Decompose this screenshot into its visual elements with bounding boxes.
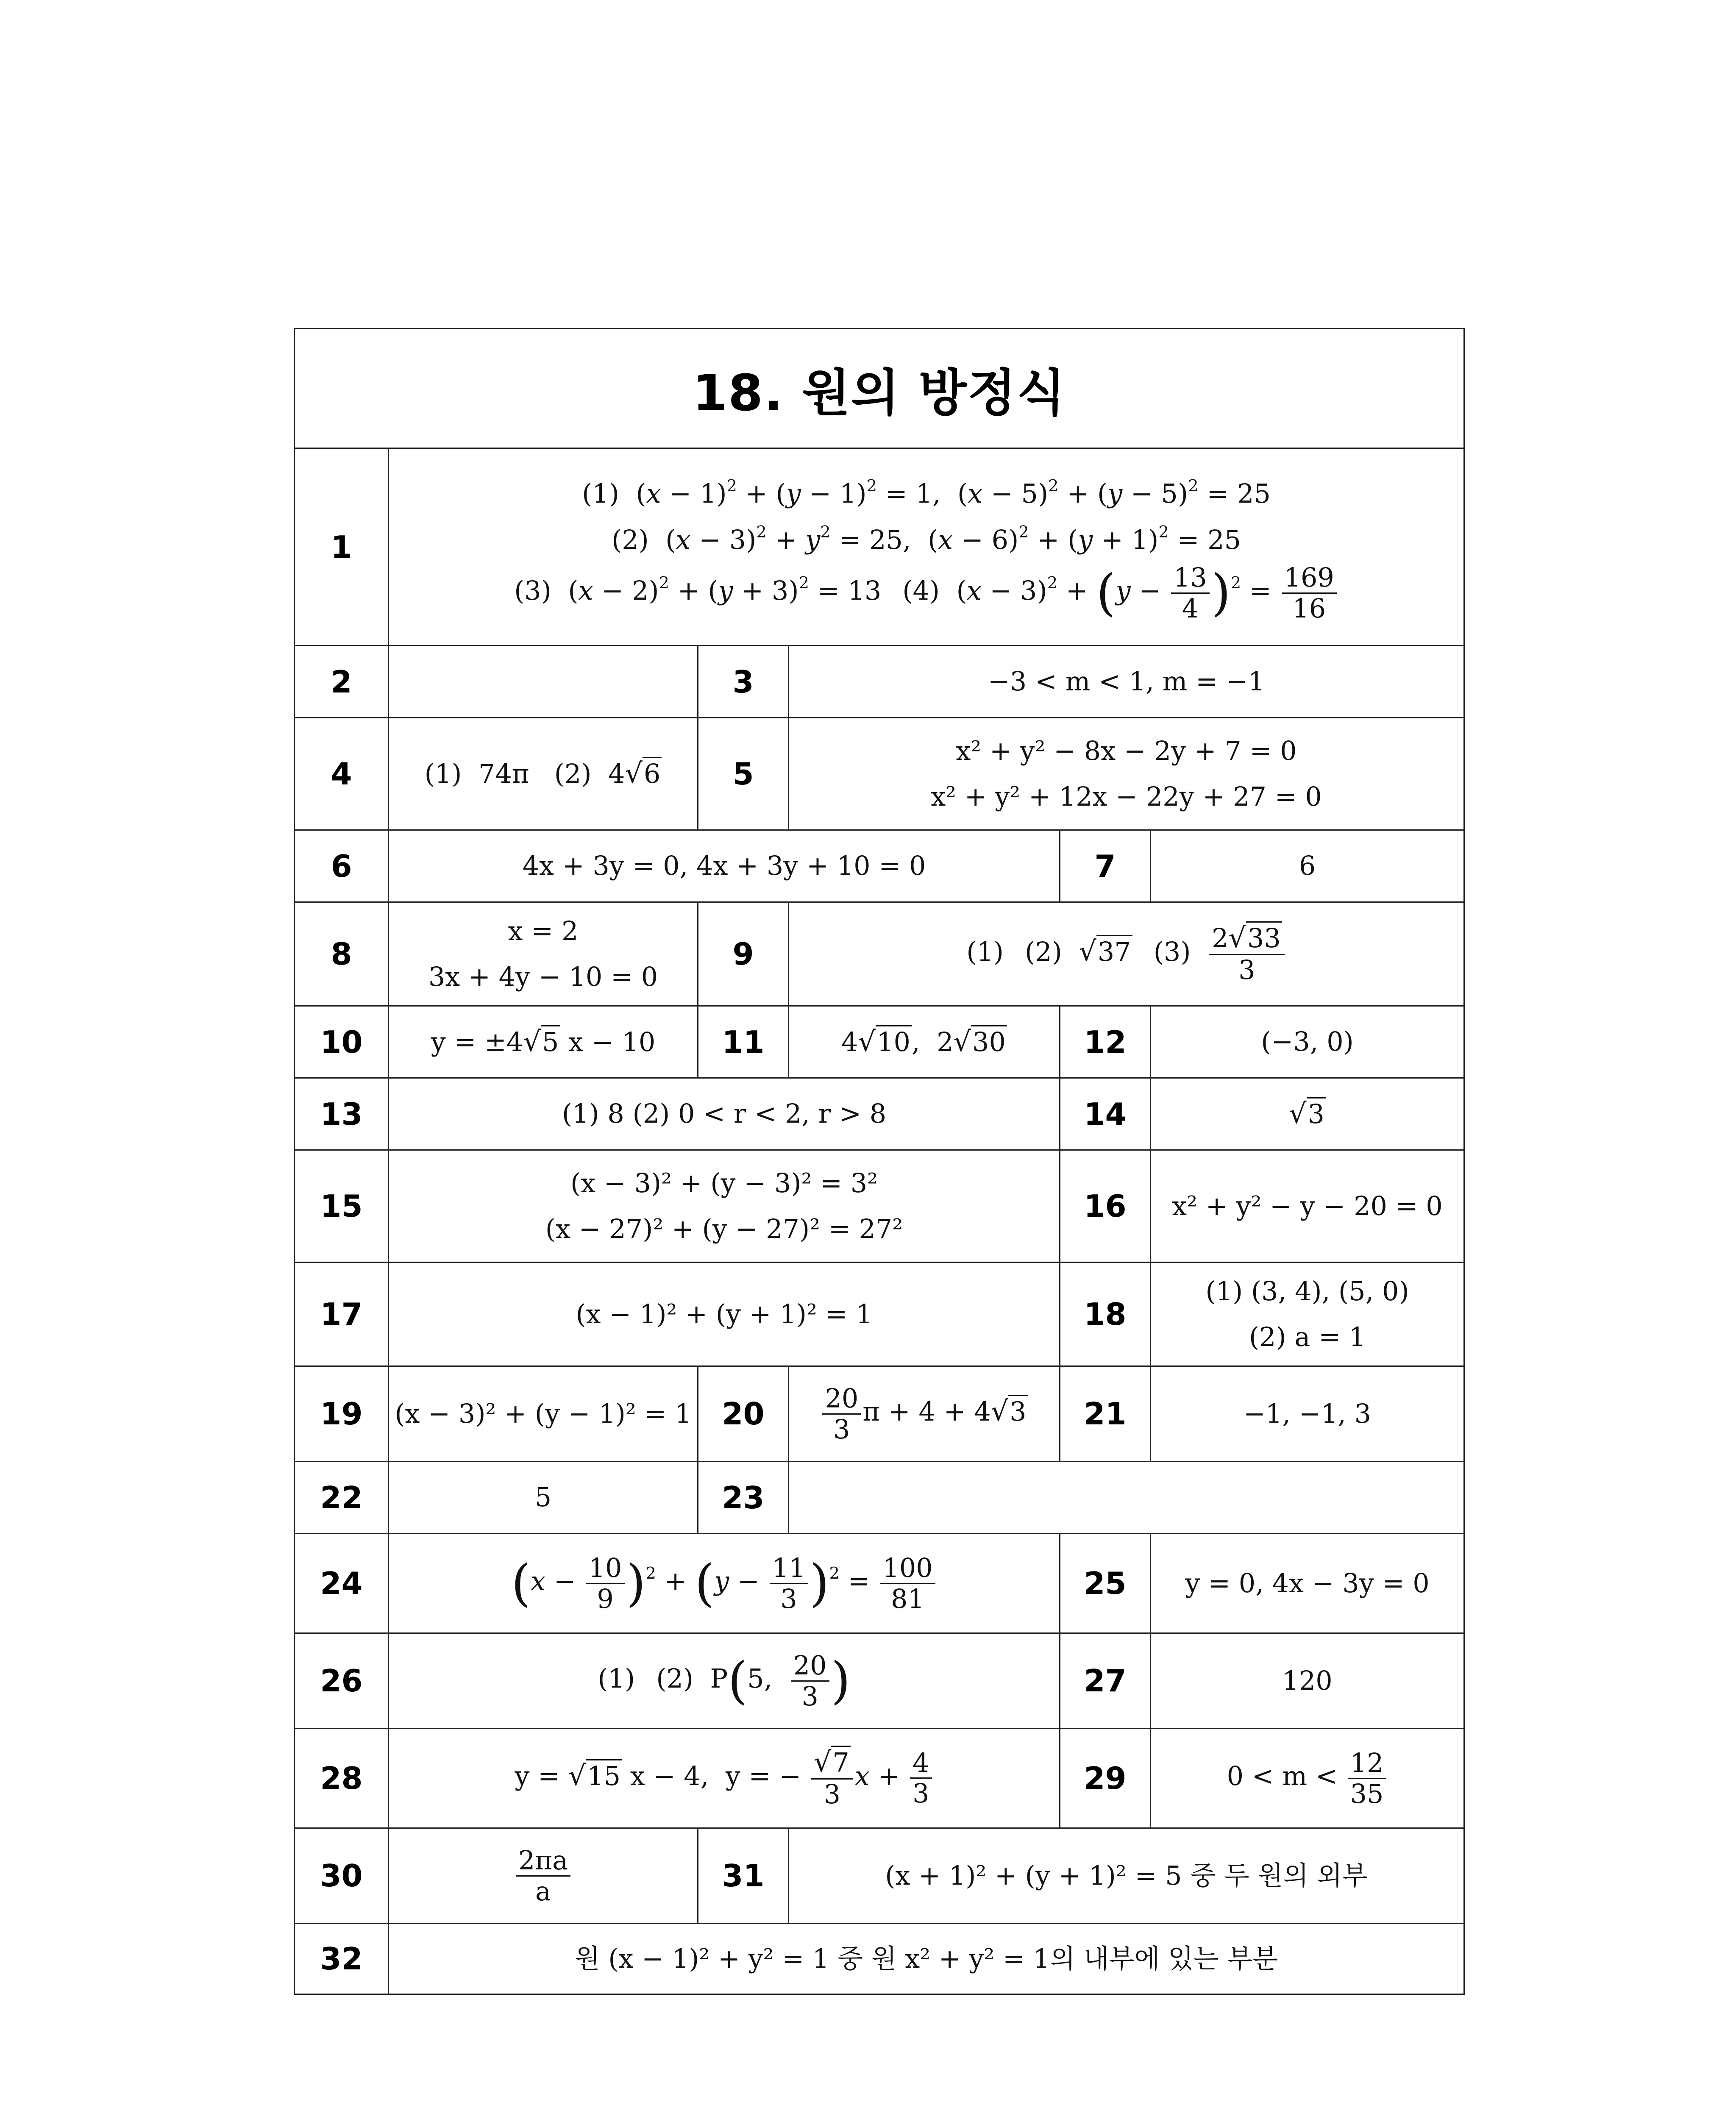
problem-number: 1	[295, 448, 389, 646]
answer-cell: 4√10, 2√30	[789, 1006, 1060, 1078]
problem-number: 3	[698, 646, 789, 718]
answer-cell: 6	[1151, 830, 1464, 902]
answer-cell: (x − 3)² + (y − 1)² = 1	[389, 1366, 698, 1462]
answer-cell: (1) (2) P(5, $\frac{20}{3}$ )	[389, 1633, 1060, 1729]
table-row	[295, 1263, 1464, 1366]
answer-cell: (x − $\frac{10}{9}$ )$^2$ + (y − $\frac{11}{3}$ )$^2$ = $\frac{100}{81}$	[389, 1534, 1060, 1633]
problem-number: 17	[295, 1263, 389, 1366]
problem-number: 4	[295, 718, 389, 830]
answer-cell: −1, −1, 3	[1151, 1366, 1464, 1462]
problem-number: 12	[1060, 1006, 1151, 1078]
answer-cell: (1) 74π (2) 4√6	[389, 718, 698, 830]
answer-sheet	[294, 328, 1463, 1985]
table-row	[295, 1633, 1464, 1729]
problem-number: 5	[698, 718, 789, 830]
table-row	[295, 448, 1464, 646]
problem-number: 18	[1060, 1263, 1151, 1366]
problem-number: 7	[1060, 830, 1151, 902]
problem-number: 23	[698, 1462, 789, 1534]
answer-cell: (1) (2) √37 (3) $\frac{2√33}{3}$	[789, 902, 1464, 1006]
problem-number: 16	[1060, 1150, 1151, 1263]
answer-cell-empty	[389, 646, 698, 718]
table-row	[295, 718, 1464, 830]
answer-cell: 0 < m < $\frac{12}{35}$	[1151, 1729, 1464, 1828]
problem-number: 21	[1060, 1366, 1151, 1462]
answer-cell: y = √15 x − 4, y = − $\frac{√7}{3}$ x + $\frac{4}{3}$	[389, 1729, 1060, 1828]
answer-cell: 120	[1151, 1633, 1464, 1729]
answer-table	[294, 328, 1465, 1995]
answer-cell: x = 2 3x + 4y − 10 = 0	[389, 902, 698, 1006]
answer-cell: y = 0, 4x − 3y = 0	[1151, 1534, 1464, 1633]
answer-cell: y = ±4√5 x − 10	[389, 1006, 698, 1078]
problem-number: 20	[698, 1366, 789, 1462]
table-row	[295, 1729, 1464, 1828]
answer-cell: x² + y² − y − 20 = 0	[1151, 1150, 1464, 1263]
problem-number: 27	[1060, 1633, 1151, 1729]
answer-cell: (x + 1)² + (y + 1)² = 5 중 두 원의 외부	[789, 1828, 1464, 1924]
table-row	[295, 902, 1464, 1006]
title-row	[295, 329, 1464, 448]
page-title: 18. 원의 방정식	[295, 329, 1464, 448]
problem-number: 8	[295, 902, 389, 1006]
answer-cell: $\frac{20}{3}$ π + 4 + 4√3	[789, 1366, 1060, 1462]
answer-cell: 4x + 3y = 0, 4x + 3y + 10 = 0	[389, 830, 1060, 902]
problem-number: 28	[295, 1729, 389, 1828]
problem-number: 19	[295, 1366, 389, 1462]
problem-number: 10	[295, 1006, 389, 1078]
problem-number: 31	[698, 1828, 789, 1924]
answer-cell: (1) (3, 4), (5, 0) (2) a = 1	[1151, 1263, 1464, 1366]
answer-cell-empty	[789, 1462, 1464, 1534]
problem-number: 6	[295, 830, 389, 902]
problem-number: 15	[295, 1150, 389, 1263]
table-row	[295, 646, 1464, 718]
answer-cell: (1) $(x - 1)^2 + (y - 1)^2 = 1$, $(x - 5)^2 + (y - 5)^2 = 25$ (2) $(x - 3)^2 + y^2 = 25$, $(x - 6)^2 + (y + 1)^2 = 25$ (3) $(x - 2)^2 + (y + 3)^2 = 13$ (4) $(x - 3)^2 + (y$ − $\frac{13}{4}$ )$^2$ = $\frac{169}{16}$	[389, 448, 1464, 646]
table-row	[295, 830, 1464, 902]
problem-number: 30	[295, 1828, 389, 1924]
answer-cell: (−3, 0)	[1151, 1006, 1464, 1078]
table-row	[295, 1078, 1464, 1150]
table-row	[295, 1924, 1464, 1994]
problem-number: 26	[295, 1633, 389, 1729]
answer-cell: −3 < m < 1, m = −1	[789, 646, 1464, 718]
table-row	[295, 1828, 1464, 1924]
problem-number: 9	[698, 902, 789, 1006]
problem-number: 2	[295, 646, 389, 718]
problem-number: 29	[1060, 1729, 1151, 1828]
problem-number: 22	[295, 1462, 389, 1534]
problem-number: 14	[1060, 1078, 1151, 1150]
problem-number: 11	[698, 1006, 789, 1078]
table-row	[295, 1366, 1464, 1462]
answer-cell: √3	[1151, 1078, 1464, 1150]
answer-cell: (x − 3)² + (y − 3)² = 3² (x − 27)² + (y − 27)² = 27²	[389, 1150, 1060, 1263]
answer-cell: 5	[389, 1462, 698, 1534]
problem-number: 13	[295, 1078, 389, 1150]
answer-cell: 원 (x − 1)² + y² = 1 중 원 x² + y² = 1의 내부에 있는 부분	[389, 1924, 1464, 1994]
answer-cell: x² + y² − 8x − 2y + 7 = 0 x² + y² + 12x − 22y + 27 = 0	[789, 718, 1464, 830]
problem-number: 24	[295, 1534, 389, 1633]
answer-cell: (x − 1)² + (y + 1)² = 1	[389, 1263, 1060, 1366]
table-row	[295, 1006, 1464, 1078]
table-row	[295, 1462, 1464, 1534]
answer-cell: (1) 8 (2) 0 < r < 2, r > 8	[389, 1078, 1060, 1150]
answer-cell: $\frac{2\pi a}{a}$	[389, 1828, 698, 1924]
problem-number: 25	[1060, 1534, 1151, 1633]
problem-number: 32	[295, 1924, 389, 1994]
table-row	[295, 1150, 1464, 1263]
table-row	[295, 1534, 1464, 1633]
